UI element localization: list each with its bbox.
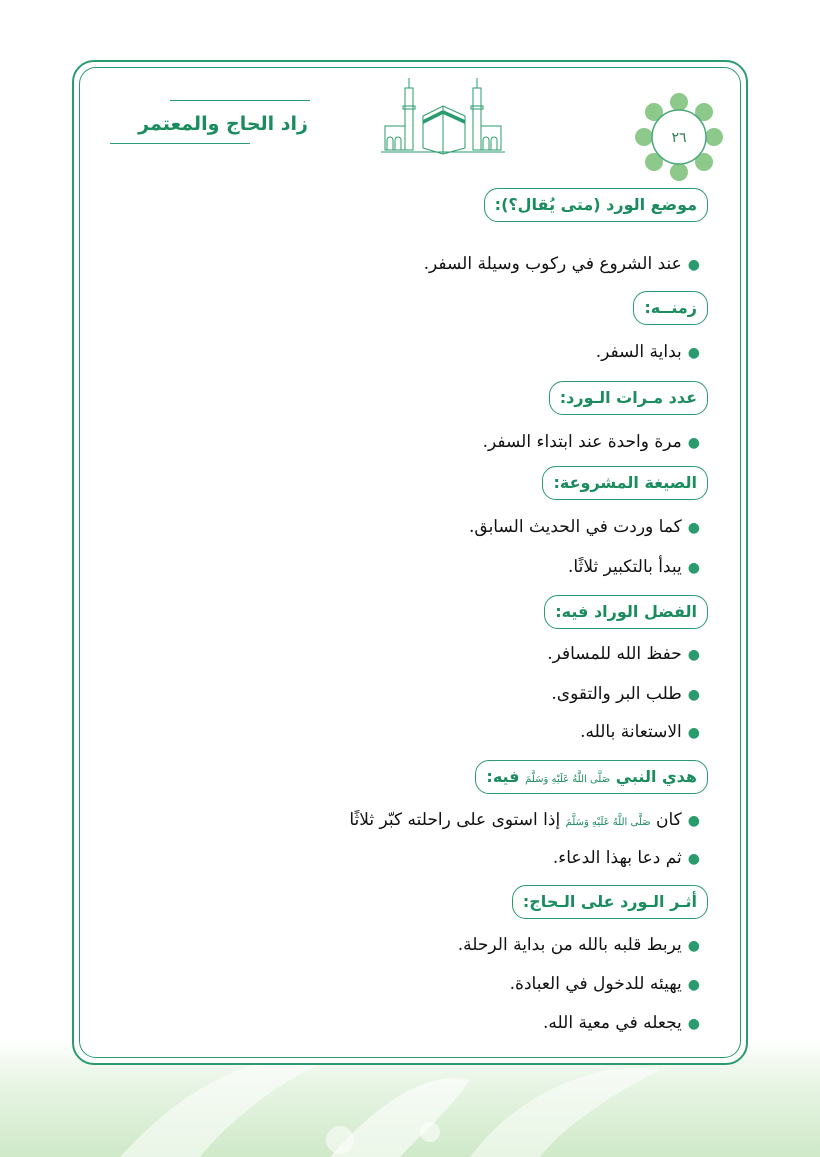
bullet-icon: ● bbox=[687, 851, 700, 867]
bullet-icon: ● bbox=[687, 647, 700, 663]
title-rule-bottom bbox=[110, 143, 250, 144]
heading-text: فيه: bbox=[486, 767, 520, 786]
list-item bbox=[469, 515, 700, 540]
list-item bbox=[483, 430, 700, 455]
section-heading: أثـر الـورد على الـحاج: bbox=[512, 885, 708, 919]
list-item-text: مرة واحدة عند ابتداء السفر. bbox=[482, 432, 682, 452]
list-item bbox=[580, 720, 700, 745]
list-item-text: إذا استوى على راحلته كبّر ثلاثًا bbox=[349, 810, 561, 830]
bullet-icon: ● bbox=[687, 560, 700, 576]
list-item-text: يربط قلبه بالله من بداية الرحلة. bbox=[457, 935, 682, 955]
list-item bbox=[458, 933, 700, 958]
list-item-text: يبدأ بالتكبير ثلاثًا. bbox=[568, 557, 682, 577]
bullet-icon: ● bbox=[687, 938, 700, 954]
section-heading: الصيغة المشروعة: bbox=[542, 466, 708, 500]
list-item-text: طلب البر والتقوى. bbox=[551, 684, 682, 704]
list-item-text: كان bbox=[656, 810, 682, 830]
list-item bbox=[543, 1011, 700, 1036]
list-item-text: عند الشروع في ركوب وسيلة السفر. bbox=[423, 254, 682, 274]
section-heading: عدد مـرات الـورد: bbox=[549, 381, 708, 415]
list-item bbox=[424, 252, 700, 277]
list-item bbox=[551, 682, 700, 707]
list-item-text: حفظ الله للمسافر. bbox=[547, 644, 682, 664]
page-number: ٢٦ bbox=[671, 130, 687, 146]
list-item bbox=[568, 555, 700, 580]
section-heading: الفضل الوراد فيه: bbox=[544, 595, 708, 629]
list-item-text: يجعله في معية الله. bbox=[543, 1013, 682, 1033]
list-item bbox=[547, 642, 700, 667]
bullet-icon: ● bbox=[687, 977, 700, 993]
section-heading: موضع الورد (متى يُقال؟): bbox=[484, 188, 708, 222]
bullet-icon: ● bbox=[687, 345, 700, 361]
section-heading: زمنــه: bbox=[633, 291, 708, 325]
bullet-icon: ● bbox=[687, 725, 700, 741]
bullet-icon: ● bbox=[687, 687, 700, 703]
kaaba-icon bbox=[381, 76, 505, 156]
list-item-text: بداية السفر. bbox=[595, 342, 682, 362]
list-item-text: الاستعانة بالله. bbox=[580, 722, 682, 742]
list-item bbox=[553, 846, 700, 871]
bullet-icon: ● bbox=[687, 813, 700, 829]
honorific-text: صَلَّى اللَّهُ عَلَيْهِ وَسَلَّمَ bbox=[525, 774, 611, 785]
title-rule-top bbox=[170, 100, 310, 101]
section-heading bbox=[475, 760, 708, 794]
bullet-icon: ● bbox=[687, 1016, 700, 1032]
list-item-text: يهيئه للدخول في العبادة. bbox=[509, 974, 682, 994]
list-item bbox=[349, 808, 700, 835]
heading-text: هدي النبي bbox=[615, 767, 697, 786]
book-title: زاد الحاج والمعتمر bbox=[138, 113, 308, 135]
bullet-icon: ● bbox=[687, 520, 700, 536]
list-item bbox=[596, 340, 700, 365]
list-item-text: كما وردت في الحديث السابق. bbox=[468, 517, 682, 537]
list-item bbox=[510, 972, 700, 997]
bullet-icon: ● bbox=[687, 257, 700, 273]
bullet-icon: ● bbox=[687, 435, 700, 451]
list-item-text: ثم دعا بهذا الدعاء. bbox=[552, 848, 682, 868]
honorific-text: صَلَّى اللَّهُ عَلَيْهِ وَسَلَّمَ bbox=[565, 817, 651, 828]
